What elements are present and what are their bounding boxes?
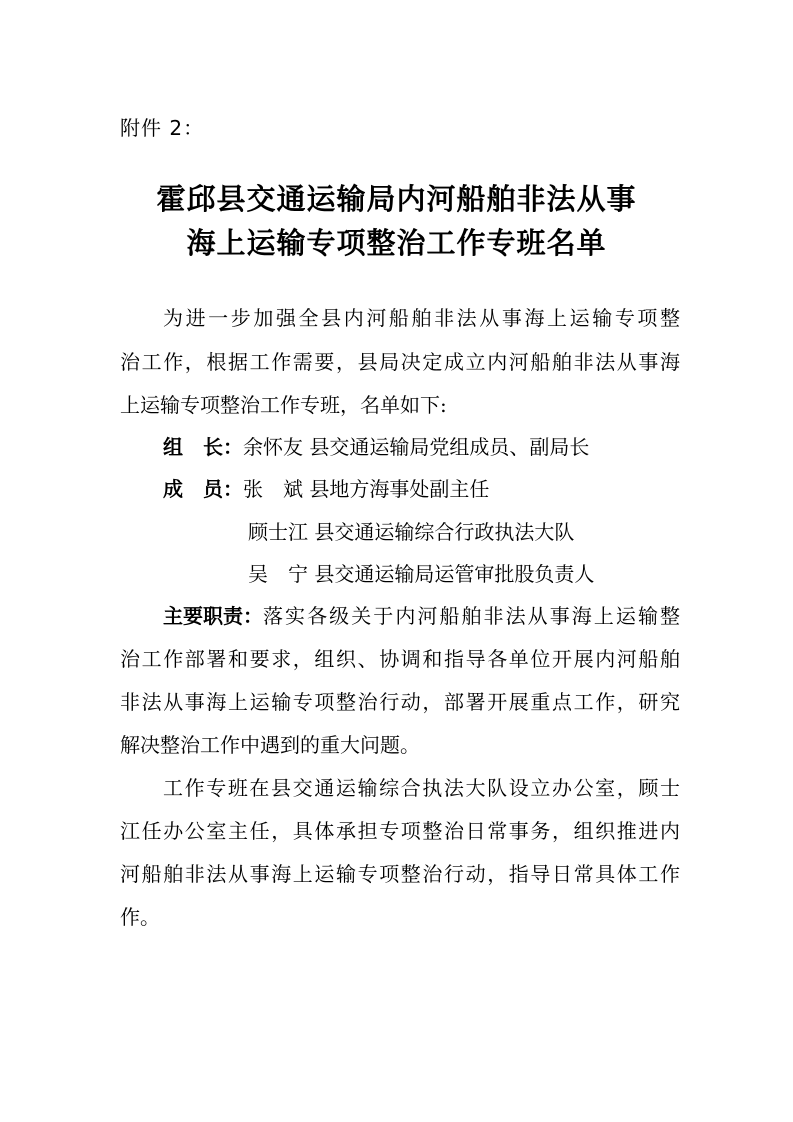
member-row-1 (163, 473, 489, 502)
intro-line-3: 上运输专项整治工作专班，名单如下: (120, 393, 447, 417)
duties-line-3: 非法从事海上运输专项整治行动，部署开展重点工作，研究 (120, 690, 680, 714)
member-position: 县地方海事处副主任 (309, 477, 490, 501)
member-name: 吴 宁 (248, 562, 308, 586)
office-line-3: 河船舶非法从事海上运输专项整治行动，指导日常具体工作 (120, 862, 680, 886)
member-row-2 (248, 516, 574, 545)
attachment-label: 附件 2： (120, 116, 205, 140)
intro-line-1: 为进一步加强全县内河船舶非法从事海上运输专项整 (163, 306, 680, 330)
leader-name: 余怀友 (243, 435, 303, 459)
member-position: 县交通运输局运管审批股负责人 (314, 562, 595, 586)
duties-text-1: 落实各级关于内河船舶非法从事海上运输整 (263, 604, 680, 628)
duties-line-2: 治工作部署和要求，组织、协调和指导各单位开展内河船舶 (120, 647, 680, 671)
duties-label: 主要职责： (163, 604, 263, 628)
member-name: 张 斌 (243, 477, 303, 501)
member-position: 县交通运输综合行政执法大队 (314, 520, 575, 544)
leader-role-label: 组 长： (163, 435, 243, 459)
member-row-3 (248, 558, 594, 587)
leader-position: 县交通运输局党组成员、副局长 (309, 435, 590, 459)
duties-line-4: 解决整治工作中遇到的重大问题。 (120, 733, 420, 757)
document-title-line-2: 海上运输专项整治工作专班名单 (186, 226, 607, 260)
office-line-1: 工作专班在县交通运输综合执法大队设立办公室，顾士 (163, 776, 680, 800)
leader-row (163, 431, 589, 460)
intro-line-2: 治工作，根据工作需要，县局决定成立内河船舶非法从事海 (120, 350, 680, 374)
duties-line-1 (163, 600, 680, 629)
office-line-2: 江任办公室主任，具体承担专项整治日常事务，组织推进内 (120, 819, 680, 843)
member-name: 顾士江 (248, 520, 308, 544)
office-line-4: 作。 (120, 905, 160, 929)
members-role-label: 成 员： (163, 477, 243, 501)
document-title-line-1: 霍邱县交通运输局内河船舶非法从事 (156, 182, 637, 216)
